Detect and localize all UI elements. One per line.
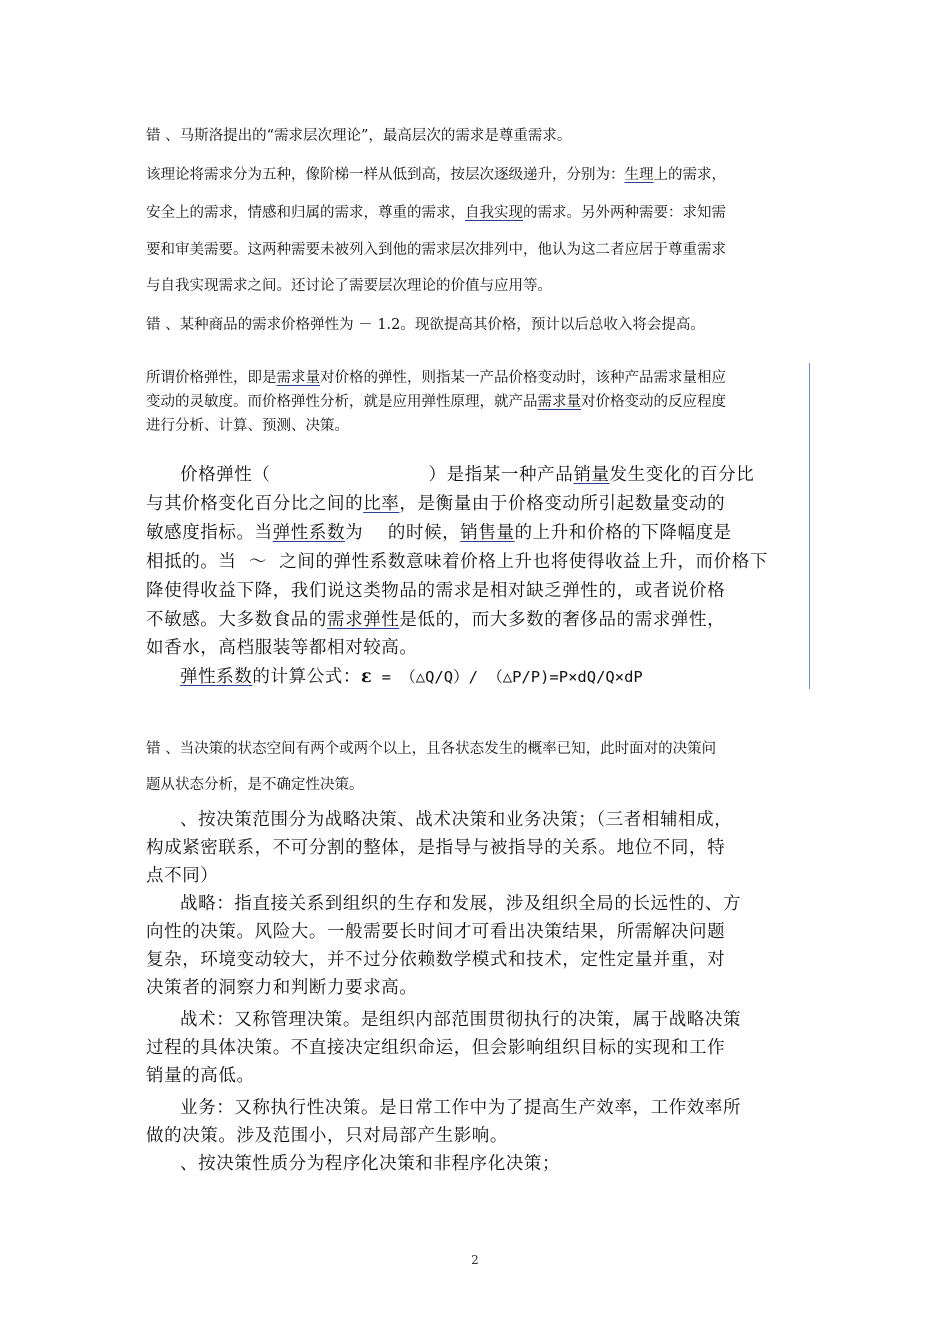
q3-para-line-8: 战术：又称管理决策。是组织内部范围贯彻执行的决策，属于战略决策 xyxy=(180,1010,742,1030)
q1-line-3: 安全上的需求，情感和归属的需求，尊重的需求，自我实现的需求。另外两种需要：求知需 xyxy=(146,205,726,221)
q1-line-5: 与自我实现需求之间。还讨论了需要层次理论的价值与应用等。 xyxy=(146,278,552,294)
q1-line-4: 要和审美需要。这两种需要未被列入到他的需求层次排列中，他认为这二者应居于尊重需求 xyxy=(146,242,726,258)
q3-para-line-13: 、按决策性质分为程序化决策和非程序化决策； xyxy=(180,1154,561,1174)
q2-para-line-3: 敏感度指标。当弹性系数为 的时候，销售量的上升和价格的下降幅度是 xyxy=(146,523,732,543)
q1-line-1: 错 、马斯洛提出的“需求层次理论”，最高层次的需求是尊重需求。 xyxy=(146,128,572,144)
underlined-term: 生理 xyxy=(624,167,654,183)
q3-para-line-3: 点不同） xyxy=(146,866,219,886)
q3-para-line-7: 决策者的洞察力和判断力要求高。 xyxy=(146,978,418,998)
underlined-term: 弹性系数 xyxy=(180,667,253,687)
underlined-term: 自我实现 xyxy=(465,205,523,221)
q2-para-line-2: 与其价格变化百分比之间的比率，是衡量由于价格变动所引起数量变动的 xyxy=(146,494,726,514)
blank-gap xyxy=(271,465,429,485)
q3-para-line-6: 复杂，环境变动较大，并不过分依赖数学模式和技术，定性定量并重，对 xyxy=(146,950,726,970)
q3-line-2: 题从状态分析，是不确定性决策。 xyxy=(146,777,364,793)
q3-para-line-4: 战略：指直接关系到组织的生存和发展，涉及组织全局的长远性的、方 xyxy=(180,894,742,914)
q3-para-line-11: 业务：又称执行性决策。是日常工作中为了提高生产效率，工作效率所 xyxy=(180,1098,742,1118)
q2-line-1: 错 、某种商品的需求价格弹性为 － 1.2。现欲提高其价格，预计以后总收入将会提高。 xyxy=(146,317,705,333)
q3-para-line-1: 、按决策范围分为战略决策、战术决策和业务决策；（三者相辅相成， xyxy=(180,810,733,830)
q2-para-line-7: 如香水，高档服装等都相对较高。 xyxy=(146,638,418,658)
q2-para-line-4: 相抵的。当 ～ 之间的弹性系数意味着价格上升也将使得收益上升，而价格下 xyxy=(146,552,768,572)
q2-box-line-2: 变动的灵敏度。而价格弹性分析，就是应用弹性原理，就产品需求量对价格变动的反应程度 xyxy=(146,394,726,410)
underlined-term: 销量 xyxy=(573,465,610,485)
page-number: 2 xyxy=(471,1253,479,1267)
q2-para-line-1: 价格弹性（ ）是指某一种产品销量发生变化的百分比 xyxy=(180,465,755,485)
q3-para-line-2: 构成紧密联系，不可分割的整体，是指导与被指导的关系。地位不同，特 xyxy=(146,838,726,858)
elasticity-formula: 弹性系数的计算公式：ε = （△Q/Q）/ （△P/P)=P×dQ/Q×dP xyxy=(180,667,643,687)
underlined-term: 需求弹性 xyxy=(327,610,400,630)
q3-para-line-9: 过程的具体决策。不直接决定组织命运，但会影响组织目标的实现和工作 xyxy=(146,1038,726,1058)
quote-border xyxy=(809,363,810,689)
q2-para-line-6: 不敏感。大多数食品的需求弹性是低的，而大多数的奢侈品的需求弹性， xyxy=(146,610,726,630)
q2-para-line-5: 降使得收益下降，我们说这类物品的需求是相对缺乏弹性的，或者说价格 xyxy=(146,581,726,601)
q1-line-2: 该理论将需求分为五种，像阶梯一样从低到高，按层次逐级递升，分别为：生理上的需求， xyxy=(146,167,726,183)
underlined-term: 销售量 xyxy=(460,523,515,543)
q2-box-line-1: 所谓价格弹性，即是需求量对价格的弹性，则指某一产品价格变动时，该种产品需求量相应 xyxy=(146,370,726,386)
underlined-term: 比率 xyxy=(363,494,400,514)
underlined-term: 需求量 xyxy=(276,370,320,386)
q3-para-line-10: 销量的高低。 xyxy=(146,1066,255,1086)
q3-para-line-12: 做的决策。涉及范围小，只对局部产生影响。 xyxy=(146,1126,508,1146)
underlined-term: 需求量 xyxy=(537,394,581,410)
underlined-term: 弹性系数 xyxy=(272,523,346,543)
q2-box-line-3: 进行分析、计算、预测、决策。 xyxy=(146,418,349,434)
epsilon-symbol: ε xyxy=(361,667,373,687)
q3-line-1: 错 、当决策的状态空间有两个或两个以上，且各状态发生的概率已知，此时面对的决策问 xyxy=(146,741,717,757)
q3-para-line-5: 向性的决策。风险大。一般需要长时间才可看出决策结果，所需解决问题 xyxy=(146,922,726,942)
